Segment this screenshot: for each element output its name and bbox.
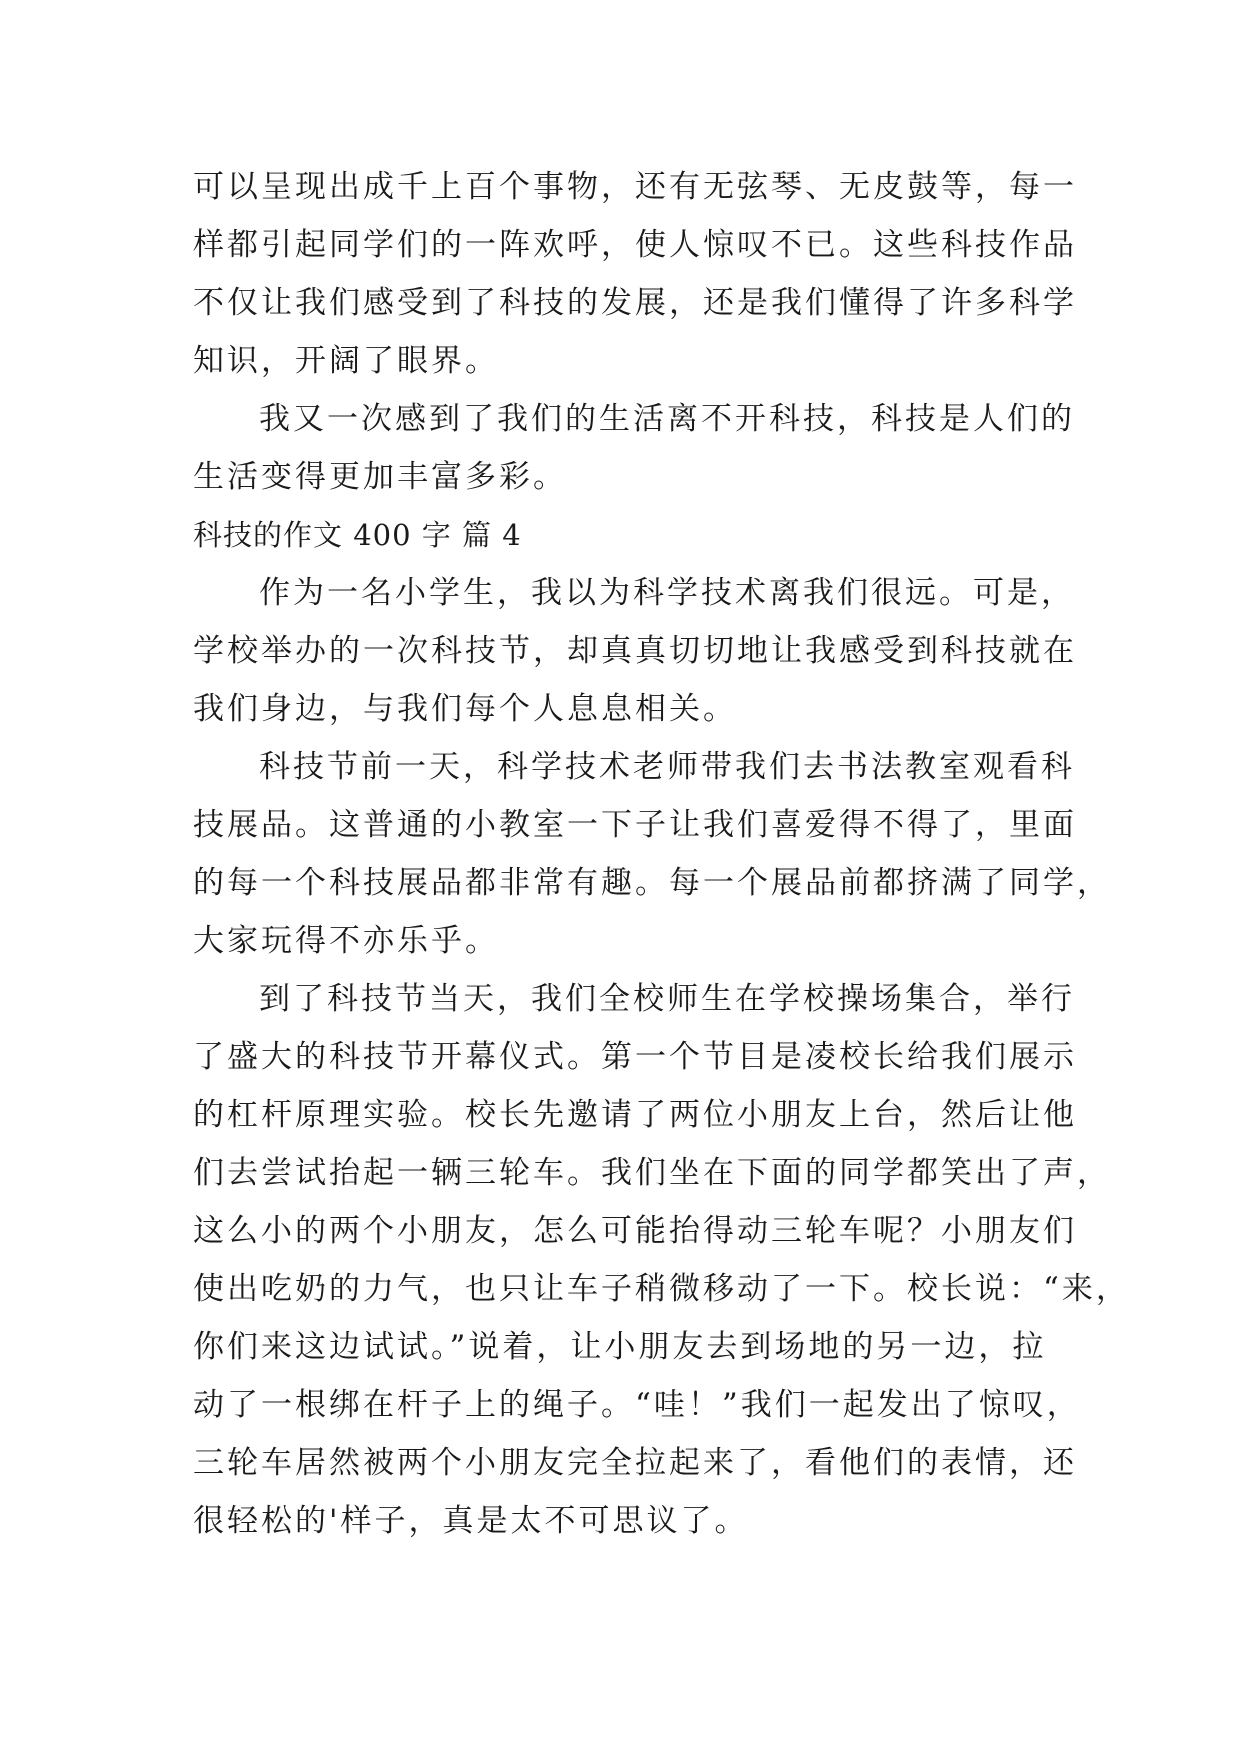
paragraph-2 (193, 390, 1073, 506)
text-line: 作为一名小学生，我以为科学技术离我们很远。可是， (259, 575, 1075, 611)
text-line: 我又一次感到了我们的生活离不开科技，科技是人们的 (259, 401, 1075, 437)
text-line: 学校举办的一次科技节，却真真切切地让我感受到科技就在 (193, 633, 1077, 669)
text-line: 这么小的两个小朋友，怎么可能抬得动三轮车呢？小朋友们 (193, 1213, 1077, 1249)
paragraph-4 (193, 738, 1111, 970)
paragraph-3 (193, 564, 1077, 738)
text-line: 的杠杆原理实验。校长先邀请了两位小朋友上台，然后让他 (193, 1097, 1077, 1133)
document-body (193, 158, 1130, 1550)
text-line: 动了一根绑在杆子上的绳子。“哇！”我们一起发出了惊叹， (193, 1387, 1081, 1423)
text-line: 大家玩得不亦乐乎。 (193, 923, 499, 959)
text-line: 生活变得更加丰富多彩。 (193, 459, 567, 495)
text-line: 知识，开阔了眼界。 (193, 343, 499, 379)
text-line: 我们身边，与我们每个人息息相关。 (193, 691, 737, 727)
text-line: 们去尝试抬起一辆三轮车。我们坐在下面的同学都笑出了声， (193, 1155, 1111, 1191)
paragraph-1 (193, 158, 1077, 390)
text-line: 技展品。这普通的小教室一下子让我们喜爱得不得了，里面 (193, 807, 1077, 843)
text-line: 的每一个科技展品都非常有趣。每一个展品前都挤满了同学， (193, 865, 1111, 901)
text-line: 三轮车居然被两个小朋友完全拉起来了，看他们的表情，还 (193, 1445, 1077, 1481)
text-line: 到了科技节当天，我们全校师生在学校操场集合，举行 (259, 981, 1075, 1017)
text-line: 可以呈现出成千上百个事物，还有无弦琴、无皮鼓等，每一 (193, 169, 1077, 205)
text-line: 你们来这边试试。”说着，让小朋友去到场地的另一边，拉 (193, 1329, 1047, 1365)
paragraph-5 (193, 970, 1130, 1550)
text-line: 科技节前一天，科学技术老师带我们去书法教室观看科 (259, 749, 1075, 785)
text-line: 使出吃奶的力气，也只让车子稍微移动了一下。校长说：“来， (193, 1271, 1130, 1307)
text-line: 很轻松的'样子，真是太不可思议了。 (193, 1503, 749, 1539)
section-heading: 科技的作文 400 字 篇 4 (193, 518, 522, 552)
text-line: 不仅让我们感受到了科技的发展，还是我们懂得了许多科学 (193, 285, 1077, 321)
text-line: 了盛大的科技节开幕仪式。第一个节目是凌校长给我们展示 (193, 1039, 1077, 1075)
text-line: 样都引起同学们的一阵欢呼，使人惊叹不已。这些科技作品 (193, 227, 1077, 263)
